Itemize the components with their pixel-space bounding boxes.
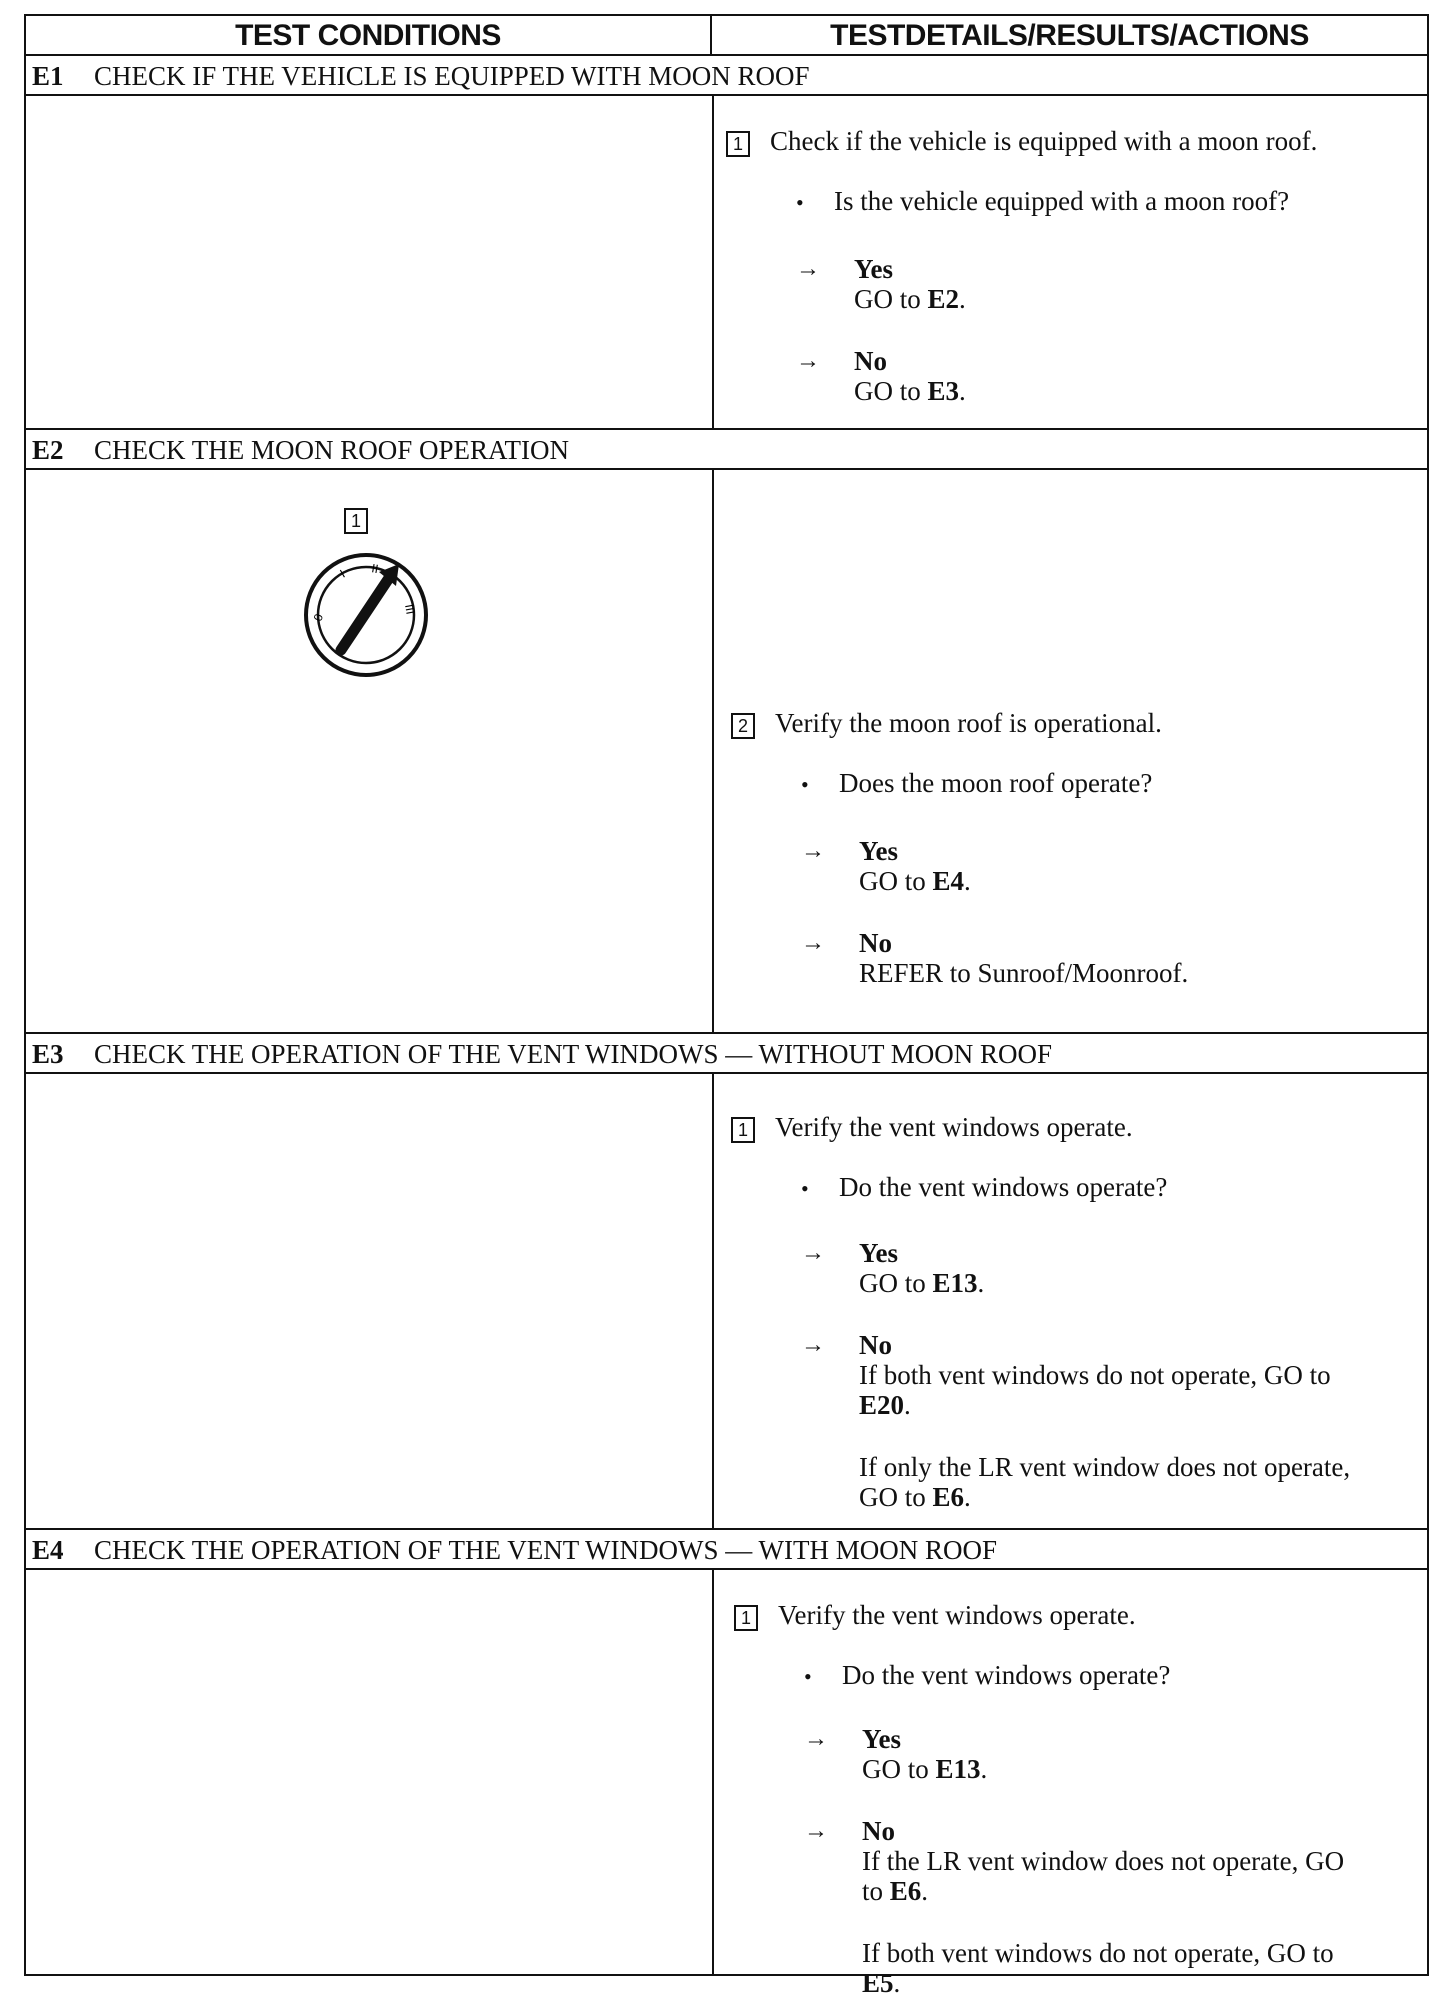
section-code: E4 bbox=[32, 1535, 64, 1565]
step-1 bbox=[731, 1112, 1133, 1143]
no-label: No bbox=[859, 1330, 892, 1360]
period: . bbox=[893, 1968, 901, 1998]
arrow-right-icon: → bbox=[801, 1332, 825, 1358]
step-1 bbox=[726, 126, 1317, 157]
arrow-right-icon: → bbox=[801, 1240, 825, 1266]
ignition-pos-1: I bbox=[337, 566, 348, 581]
section-e2-body bbox=[26, 470, 1427, 1034]
goto-target: E20 bbox=[859, 1390, 905, 1420]
period: . bbox=[959, 376, 966, 406]
step-number-box: 2 bbox=[731, 713, 755, 739]
bullet-icon: • bbox=[804, 1664, 812, 1689]
period: . bbox=[921, 1876, 929, 1906]
goto-target: E6 bbox=[889, 1876, 922, 1906]
answer-yes bbox=[801, 836, 971, 896]
section-code: E3 bbox=[32, 1039, 64, 1069]
answer-yes bbox=[796, 254, 966, 314]
action-text: If only the LR vent window does not operate, bbox=[859, 1452, 1351, 1482]
step-1 bbox=[734, 1600, 1136, 1631]
ignition-pos-3: III bbox=[402, 603, 418, 616]
column-divider bbox=[712, 470, 714, 1032]
period: . bbox=[904, 1390, 911, 1420]
ignition-pos-2: II bbox=[370, 561, 380, 577]
action-text: If both vent windows do not operate, GO to bbox=[859, 1360, 1331, 1390]
question bbox=[804, 1660, 1170, 1691]
goto-target: E3 bbox=[927, 376, 960, 406]
goto-target: E6 bbox=[932, 1482, 965, 1512]
goto-target: E2 bbox=[927, 284, 960, 314]
step-number-box: 1 bbox=[726, 131, 750, 157]
bullet-icon: • bbox=[796, 190, 804, 215]
goto-target: E4 bbox=[932, 866, 965, 896]
ignition-step-number-box bbox=[344, 508, 368, 534]
period: . bbox=[977, 1268, 985, 1298]
section-e3-title bbox=[26, 1034, 1427, 1074]
header-test-conditions: TEST CONDITIONS bbox=[26, 16, 712, 56]
answer-no bbox=[801, 1330, 1350, 1512]
question-text: Do the vent windows operate? bbox=[839, 1172, 1168, 1202]
header-test-details: TESTDETAILS/RESULTS/ACTIONS bbox=[712, 16, 1427, 56]
no-label: No bbox=[862, 1816, 895, 1846]
column-divider bbox=[712, 96, 714, 428]
action-text: GO to bbox=[854, 284, 928, 314]
section-e1-body bbox=[26, 96, 1427, 430]
step-2 bbox=[731, 708, 1162, 739]
bullet-icon: • bbox=[801, 1176, 809, 1201]
section-title-text: CHECK IF THE VEHICLE IS EQUIPPED WITH MOON ROOF bbox=[94, 61, 810, 91]
answer-no bbox=[801, 928, 1188, 988]
section-title-text: CHECK THE MOON ROOF OPERATION bbox=[94, 435, 570, 465]
question bbox=[801, 768, 1152, 799]
period: . bbox=[959, 284, 966, 314]
arrow-right-icon: → bbox=[796, 256, 820, 282]
diagnostic-table bbox=[24, 14, 1429, 1998]
yes-label: Yes bbox=[859, 1238, 898, 1268]
question bbox=[796, 186, 1289, 217]
action-text: GO to bbox=[854, 376, 928, 406]
step-number-box: 1 bbox=[344, 508, 368, 534]
action-text: GO to bbox=[859, 1482, 933, 1512]
goto-target: E13 bbox=[932, 1268, 978, 1298]
action-text: If both vent windows do not operate, GO to bbox=[862, 1938, 1334, 1968]
answer-yes bbox=[801, 1238, 984, 1298]
section-title-text: CHECK THE OPERATION OF THE VENT WINDOWS — WITH MOON ROOF bbox=[94, 1535, 998, 1565]
column-divider bbox=[712, 1074, 714, 1528]
arrow-right-icon: → bbox=[796, 348, 820, 374]
section-code: E1 bbox=[32, 61, 64, 91]
answer-no bbox=[796, 346, 966, 406]
step-number-box: 1 bbox=[734, 1605, 758, 1631]
yes-label: Yes bbox=[862, 1724, 901, 1754]
period: . bbox=[980, 1754, 988, 1784]
step-number-box: 1 bbox=[731, 1117, 755, 1143]
step-text: Verify the vent windows operate. bbox=[778, 1600, 1136, 1630]
action-text: GO to bbox=[859, 866, 933, 896]
period: . bbox=[964, 1482, 971, 1512]
no-label: No bbox=[854, 346, 887, 376]
answer-yes bbox=[804, 1724, 987, 1784]
arrow-right-icon: → bbox=[804, 1818, 828, 1844]
yes-label: Yes bbox=[854, 254, 893, 284]
action-text: GO to bbox=[862, 1754, 936, 1784]
section-e2-title bbox=[26, 430, 1427, 470]
step-text: Verify the moon roof is operational. bbox=[775, 708, 1162, 738]
ignition-pos-0: 0 bbox=[310, 611, 327, 624]
action-text: GO to bbox=[859, 1268, 933, 1298]
section-title-text: CHECK THE OPERATION OF THE VENT WINDOWS — WITHOUT MOON ROOF bbox=[94, 1039, 1053, 1069]
question-text: Does the moon roof operate? bbox=[839, 768, 1153, 798]
bullet-icon: • bbox=[801, 772, 809, 797]
no-label: No bbox=[859, 928, 892, 958]
period: . bbox=[964, 866, 971, 896]
column-divider bbox=[712, 1570, 714, 1974]
step-text: Check if the vehicle is equipped with a moon roof. bbox=[770, 126, 1318, 156]
question bbox=[801, 1172, 1167, 1203]
arrow-right-icon: → bbox=[804, 1726, 828, 1752]
action-text: If the LR vent window does not operate, GO bbox=[862, 1846, 1345, 1876]
section-e1-title bbox=[26, 56, 1427, 96]
answer-no bbox=[804, 1816, 1344, 1998]
yes-label: Yes bbox=[859, 836, 898, 866]
arrow-right-icon: → bbox=[801, 838, 825, 864]
ignition-switch-icon bbox=[301, 550, 431, 680]
action-text: to bbox=[862, 1876, 890, 1906]
goto-target: E5 bbox=[862, 1968, 894, 1998]
section-e4-body bbox=[26, 1570, 1427, 1998]
question-text: Do the vent windows operate? bbox=[842, 1660, 1171, 1690]
section-e4-title bbox=[26, 1530, 1427, 1570]
section-e3-body bbox=[26, 1074, 1427, 1530]
section-code: E2 bbox=[32, 435, 64, 465]
step-text: Verify the vent windows operate. bbox=[775, 1112, 1133, 1142]
arrow-right-icon: → bbox=[801, 930, 825, 956]
action-text: REFER to Sunroof/Moonroof. bbox=[859, 958, 1189, 988]
question-text: Is the vehicle equipped with a moon roof? bbox=[834, 186, 1290, 216]
goto-target: E13 bbox=[935, 1754, 981, 1784]
